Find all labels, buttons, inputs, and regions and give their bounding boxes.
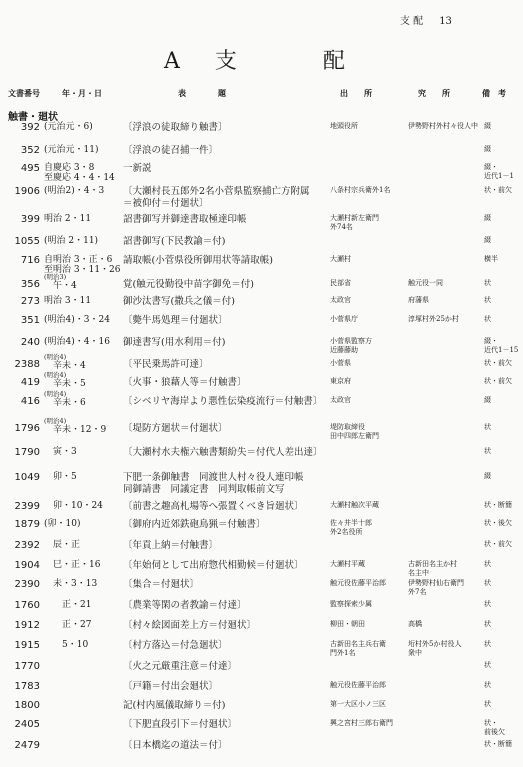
- cell-num: 416: [20, 396, 40, 407]
- cell-rem: 綴: [484, 396, 491, 404]
- cell-rem: 状・後欠: [484, 519, 512, 527]
- cell-date: (明治2)・4・3: [44, 186, 105, 196]
- cell-rem: 状: [484, 315, 491, 323]
- cell-num: 716: [20, 255, 40, 266]
- cell-subject: 〔御府内近郊鉄砲鳥猟＝付触書〕: [123, 519, 266, 530]
- cell-num: 1760: [14, 600, 40, 611]
- cell-rem: 状・前欠: [484, 186, 512, 194]
- cell-rem: 状: [484, 579, 491, 587]
- cell-date: (明治4) 辛未・4: [44, 353, 86, 371]
- cell-num: 1906: [14, 186, 40, 197]
- cell-num: 2390: [14, 579, 40, 590]
- cell-num: 1770: [14, 661, 40, 672]
- cell-out: 東京府: [330, 377, 351, 385]
- cell-date: 明治 2・11: [44, 214, 92, 224]
- cell-rem: 綴: [484, 145, 491, 153]
- cell-rem: 状・前欠: [484, 540, 512, 548]
- cell-date: 自明治 3・正・6 至明治 3・11・26: [44, 255, 121, 275]
- cell-num: 273: [20, 296, 40, 307]
- cell-date: (明治4)・3・24: [44, 315, 110, 325]
- cell-out: 大瀬村新左衛門 外74名: [330, 214, 379, 231]
- col-subject: 表 題: [178, 89, 226, 98]
- cell-num: 351: [20, 315, 40, 326]
- col-date: 年・月・日: [62, 89, 102, 98]
- cell-subject: 請取帳(小菅県役所御用状等請取帳): [123, 255, 273, 266]
- running-header: 支 配 13: [400, 16, 452, 27]
- page-title: A 支 配: [164, 49, 359, 74]
- cell-rem: 状: [484, 681, 491, 689]
- cell-out: 小菅県監察方 近藤藤助: [330, 337, 372, 354]
- cell-date: (明治4) 辛未・5: [44, 371, 86, 389]
- cell-subject: 〔大瀬村長五郎外2名小菅県監察捕亡方附属＝被仰付＝付廻状〕: [123, 186, 310, 209]
- cell-subject: 詔書御写并御達書取極達印帳: [123, 214, 247, 225]
- cell-out: 太政官: [330, 396, 351, 404]
- cell-num: 419: [20, 377, 40, 388]
- cell-out: 古新田名主兵右衛 門外1名: [330, 640, 386, 657]
- cell-subject: 〔斃牛馬処理＝付廻状〕: [123, 315, 228, 326]
- cell-num: 1904: [14, 560, 40, 571]
- cell-out: 小菅県: [330, 359, 351, 367]
- col-out: 出 所: [340, 89, 372, 98]
- cell-subject: 〔村々絵図面差上方＝付廻状〕: [123, 620, 257, 631]
- cell-subject: 〔平民乗馬許可達〕: [123, 359, 209, 370]
- cell-res: 古新田名主か村 名主中: [408, 560, 457, 577]
- cell-num: 1800: [14, 700, 40, 711]
- cell-subject: 〔村方落込＝付急廻状〕: [123, 640, 228, 651]
- cell-res: 高橋: [408, 620, 422, 628]
- cell-rem: 状・前欠: [484, 359, 512, 367]
- cell-date: 巳・正・16: [44, 560, 101, 570]
- cell-num: 1790: [14, 447, 40, 458]
- cell-rem: 状: [484, 661, 491, 669]
- cell-rem: 状・断簡: [484, 501, 512, 509]
- cell-date: (元治元・11): [44, 145, 99, 155]
- cell-subject: 御沙汰書写(撒兵之儀＝付): [123, 296, 235, 307]
- cell-date: (卯・10): [44, 519, 81, 529]
- cell-res: 淳塚村外25か村: [408, 315, 459, 323]
- cell-res: 垳村外5か村役人 衆中: [408, 640, 462, 657]
- cell-subject: 〔シベリヤ海岸より悪性伝染疫流行＝付触書〕: [123, 396, 323, 407]
- cell-rem: 綴: [484, 472, 491, 480]
- cell-out: 地頭役所: [330, 122, 358, 130]
- cell-rem: 綴・ 近代1－1: [484, 163, 514, 180]
- cell-out: 監察探索少属: [330, 600, 372, 608]
- cell-num: 495: [20, 163, 40, 174]
- cell-out: 堤防取締役 田中四郎左衛門: [330, 423, 379, 440]
- cell-rem: 綴・ 近代1－15: [484, 337, 519, 354]
- cell-rem: 綴: [484, 122, 491, 130]
- cell-subject: 〔下肥直段引下＝付廻状〕: [123, 719, 238, 730]
- cell-subject: 〔年始伺として出府惣代相勤候＝付廻状〕: [123, 560, 304, 571]
- cell-out: 第一大区小ノ三区: [330, 700, 386, 708]
- col-res: 究 所: [418, 89, 450, 98]
- cell-num: 1879: [14, 519, 40, 530]
- cell-subject: 〔浮浪の徒取締り触書〕: [123, 122, 228, 133]
- cell-subject: 〔大瀬村水夫権六触書類紛失＝付代人差出達〕: [123, 447, 323, 458]
- cell-num: 1915: [14, 640, 40, 651]
- cell-subject: 〔集合＝付廻状〕: [123, 579, 200, 590]
- cell-rem: 状: [484, 620, 491, 628]
- cell-rem: 状: [484, 296, 491, 304]
- cell-out: 大瀬村触次平蔵: [330, 501, 379, 509]
- cell-out: 八条村宗兵衛外1名: [330, 186, 391, 194]
- cell-num: 352: [20, 145, 40, 156]
- cell-subject: 〔前書之趣高札場等へ張置くべき旨廻状〕: [123, 501, 304, 512]
- cell-rem: 状: [484, 600, 491, 608]
- cell-out: 触元役佐藤平治郎: [330, 579, 386, 587]
- cell-num: 2388: [14, 359, 40, 370]
- cell-num: 1049: [14, 472, 40, 483]
- cell-subject: 下肥一条御触書 同渡世人村々役人連印帳 同御請書 同議定書 同判取帳前文写: [123, 472, 314, 495]
- cell-date: (明治3) 午・4: [44, 273, 77, 291]
- cell-out: 興之宮村三郎右衛門: [330, 719, 393, 727]
- cell-out: 触元役佐藤平治郎: [330, 681, 386, 689]
- cell-rem: 状: [484, 640, 491, 648]
- cell-num: 2399: [14, 501, 40, 512]
- cell-date: (元治元・6): [44, 122, 93, 132]
- cell-res: 伊勢野村仙右衛門 外7名: [408, 579, 464, 596]
- cell-date: (明治4)・4・16: [44, 337, 110, 347]
- cell-rem: 状: [484, 700, 491, 708]
- cell-res: 府藩県: [408, 296, 429, 304]
- cell-res: 伊勢野村外村々役人中: [408, 122, 478, 130]
- col-num: 文書番号: [8, 89, 40, 98]
- cell-num: 399: [20, 214, 40, 225]
- cell-out: 太政官: [330, 296, 351, 304]
- cell-date: 寅・3: [44, 447, 77, 457]
- cell-rem: 状・断簡: [484, 740, 512, 748]
- cell-date: (明治 2・11): [44, 236, 99, 246]
- cell-date: 辰・正: [44, 540, 81, 550]
- cell-num: 2405: [14, 719, 40, 730]
- cell-date: 明治 3・11: [44, 296, 92, 306]
- cell-num: 1055: [14, 236, 40, 247]
- cell-subject: 〔堤防方廻状＝付廻状〕: [123, 423, 228, 434]
- cell-out: 民部省: [330, 279, 351, 287]
- cell-num: 1912: [14, 620, 40, 631]
- cell-date: 自慶応 3・8 至慶応 4・4・14: [44, 163, 115, 183]
- cell-num: 2479: [14, 740, 40, 751]
- cell-rem: 状・ 前後欠: [484, 719, 505, 736]
- cell-subject: 一新説: [123, 163, 152, 174]
- cell-out: 大瀬村: [330, 255, 351, 263]
- cell-date: 正・21: [44, 600, 92, 610]
- cell-out: 佐々井半十郎 外2名役所: [330, 519, 372, 536]
- cell-date: 卯・10・24: [44, 501, 103, 511]
- cell-subject: 〔火之元厳重注意＝付達〕: [123, 661, 238, 672]
- cell-subject: 〔戸籍＝付出会廻状〕: [123, 681, 219, 692]
- cell-rem: 状: [484, 447, 491, 455]
- cell-rem: 状: [484, 560, 491, 568]
- cell-num: 2392: [14, 540, 40, 551]
- cell-subject: 〔農業等閑の者教諭＝付達〕: [123, 600, 247, 611]
- cell-rem: 綴: [484, 236, 491, 244]
- cell-subject: 〔年貢上納＝付触書〕: [123, 540, 219, 551]
- cell-date: 未・3・13: [44, 579, 98, 589]
- cell-num: 1796: [14, 423, 40, 434]
- col-rem: 備 考: [482, 89, 506, 98]
- cell-num: 356: [20, 279, 40, 290]
- cell-rem: 状: [484, 423, 491, 431]
- cell-rem: 状: [484, 279, 491, 287]
- cell-date: 5・10: [44, 640, 89, 650]
- cell-out: 小菅県庁: [330, 315, 358, 323]
- cell-subject: 〔火事・狼藉人等＝付触書〕: [123, 377, 247, 388]
- cell-date: (明治4) 辛未・12・9: [44, 417, 107, 435]
- cell-num: 392: [20, 122, 40, 133]
- cell-num: 240: [20, 337, 40, 348]
- cell-out: 大瀬村平蔵: [330, 560, 365, 568]
- cell-subject: 〔日本橋迄の道法＝付〕: [123, 740, 228, 751]
- cell-rem: 綴: [484, 214, 491, 222]
- section-heading: 触書・廻状: [8, 112, 58, 123]
- cell-rem: 横半: [484, 255, 498, 263]
- cell-out: 柳田・朝田: [330, 620, 365, 628]
- cell-subject: 記(村内風儀取締り＝付): [123, 700, 226, 711]
- cell-subject: 〔浮浪の徒召捕一件〕: [123, 145, 219, 156]
- cell-date: (明治4) 辛未・6: [44, 390, 86, 408]
- cell-num: 1783: [14, 681, 40, 692]
- cell-rem: 状・前欠: [484, 377, 512, 385]
- cell-subject: 御達書写(用水利用＝付): [123, 337, 226, 348]
- cell-subject: 詔書御写(下民教諭＝付): [123, 236, 226, 247]
- cell-date: 正・27: [44, 620, 92, 630]
- cell-res: 触元役一同: [408, 279, 443, 287]
- cell-date: 卯・5: [44, 472, 77, 482]
- cell-subject: 覚(触元役勤役中苗字御免＝付): [123, 279, 254, 290]
